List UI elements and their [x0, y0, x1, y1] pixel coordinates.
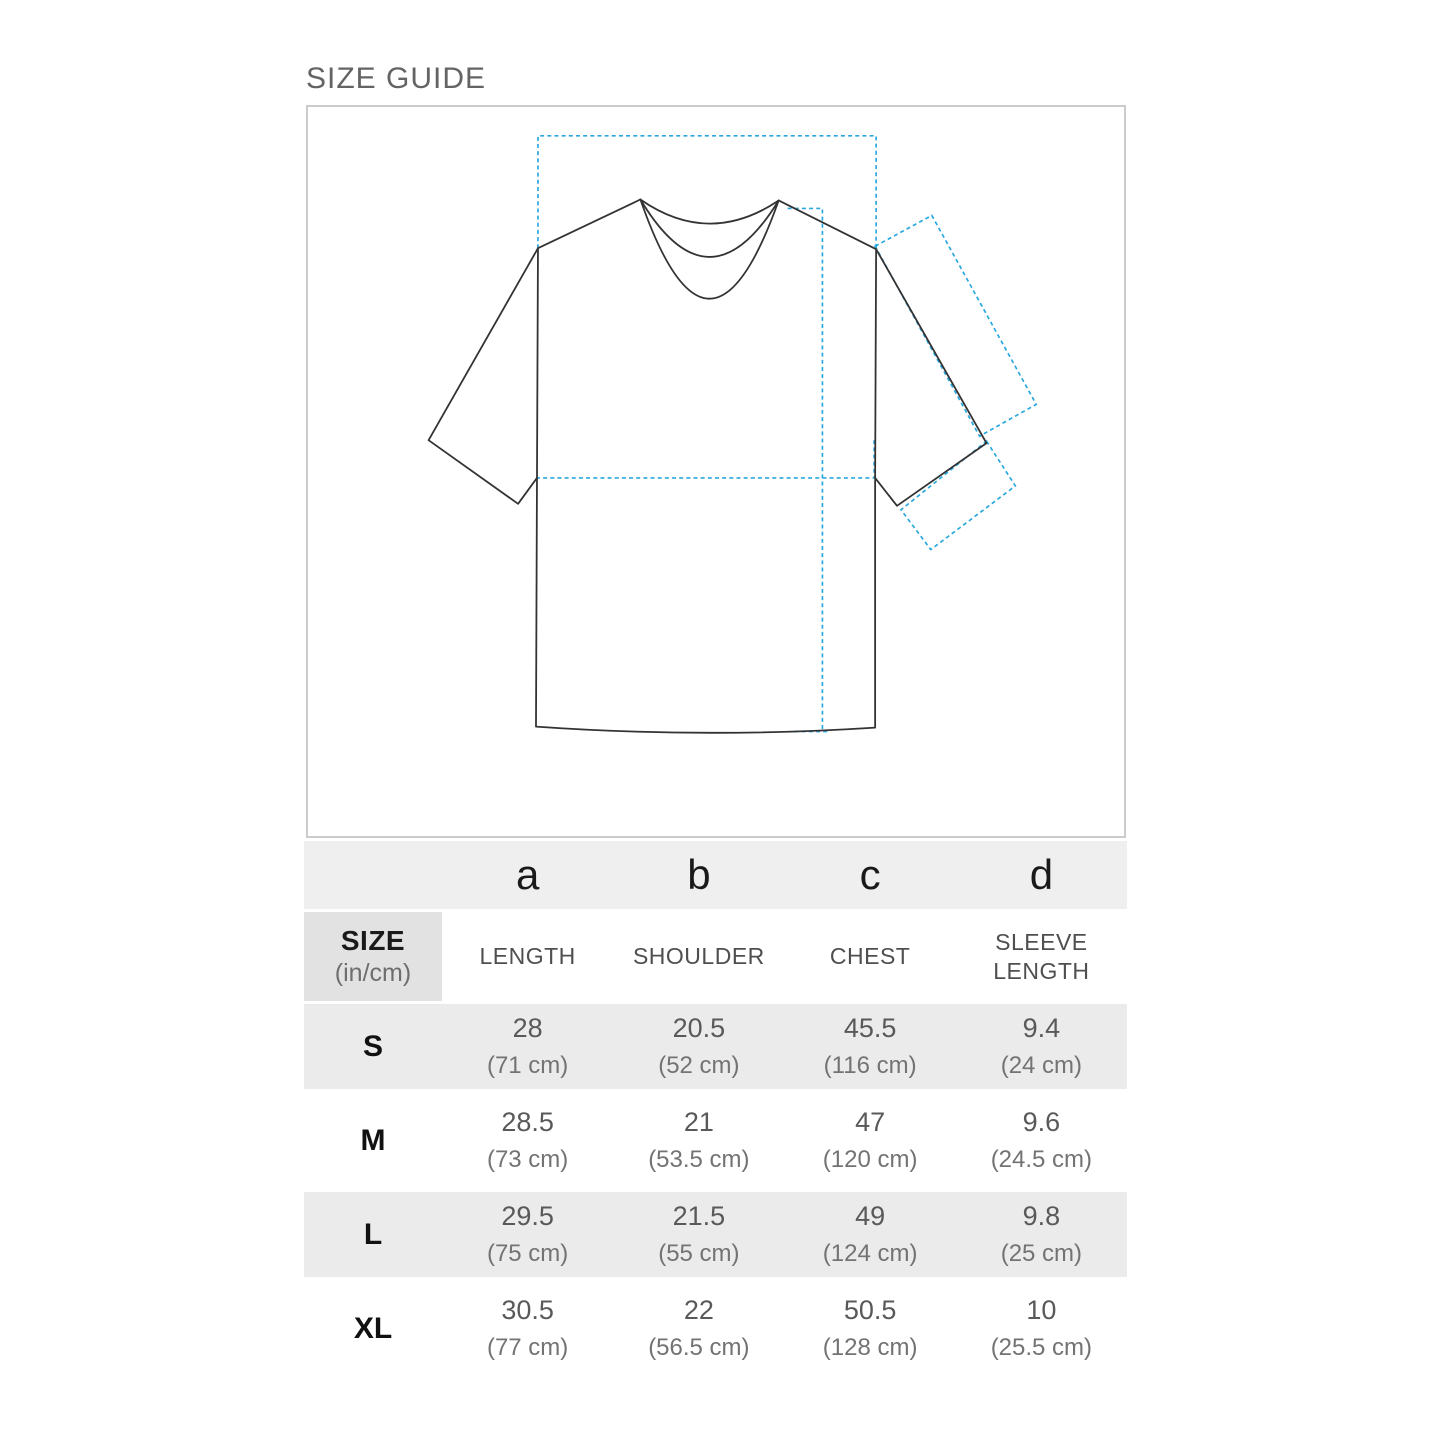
size-header-cell	[304, 912, 442, 1001]
cell-xl-sleeve	[956, 1280, 1127, 1377]
value-in: 50.5	[843, 1295, 897, 1326]
size-header-title: SIZE	[340, 925, 406, 957]
cell-l-sleeve	[956, 1192, 1127, 1277]
value-cm: (25 cm)	[1000, 1239, 1083, 1267]
value-cm: (52 cm)	[658, 1051, 740, 1079]
shoulder-width-guide	[538, 136, 876, 249]
cell-xl-length	[442, 1280, 613, 1377]
cell-m-shoulder	[613, 1092, 784, 1189]
cell-s-shoulder	[613, 1004, 784, 1089]
cell-s-chest	[785, 1004, 956, 1089]
cell-l-shoulder	[613, 1192, 784, 1277]
value-cm: (53.5 cm)	[648, 1145, 750, 1173]
cell-s-sleeve	[956, 1004, 1127, 1089]
value-cm: (24.5 cm)	[990, 1145, 1093, 1173]
value-in: 28	[512, 1013, 543, 1044]
value-cm: (120 cm)	[822, 1145, 918, 1173]
size-row-label-l: L	[304, 1192, 442, 1277]
value-in: 10	[1026, 1295, 1057, 1326]
size-row-label-m: M	[360, 1123, 386, 1157]
value-in: 47	[855, 1107, 886, 1138]
column-header-chest: CHEST	[829, 943, 911, 970]
size-row-label-s: S	[304, 1004, 442, 1089]
value-cm: (25.5 cm)	[990, 1333, 1093, 1361]
length-guide	[788, 208, 828, 731]
value-in: 22	[683, 1295, 714, 1326]
value-in: 9.4	[1022, 1013, 1061, 1044]
value-cm: (128 cm)	[822, 1333, 918, 1361]
collar-back-curve	[640, 199, 778, 223]
value-in: 9.6	[1022, 1107, 1061, 1138]
sleeve-opening-guide	[901, 441, 1015, 549]
cell-xl-shoulder	[613, 1280, 784, 1377]
value-in: 21.5	[672, 1201, 726, 1232]
shirt-right-armhole-seam	[875, 249, 876, 478]
value-cm: (71 cm)	[486, 1051, 569, 1079]
cell-m-chest	[785, 1092, 956, 1189]
size-table	[304, 841, 1127, 1377]
tshirt-diagram-box	[306, 105, 1126, 838]
cell-m-length	[442, 1092, 613, 1189]
measure-letter-b: b	[613, 841, 784, 909]
value-cm: (73 cm)	[486, 1145, 569, 1173]
value-in: 45.5	[843, 1013, 897, 1044]
value-cm: (55 cm)	[658, 1239, 740, 1267]
collar-outer-curve	[640, 199, 778, 298]
value-in: 29.5	[501, 1201, 554, 1232]
size-header-unit: (in/cm)	[334, 959, 412, 988]
shirt-body-outline	[429, 199, 987, 732]
column-header-length: LENGTH	[479, 943, 576, 970]
size-row-label-xl: XL	[353, 1311, 393, 1345]
value-cm: (56.5 cm)	[648, 1333, 750, 1361]
cell-l-chest	[785, 1192, 956, 1277]
measure-letter-a: a	[442, 841, 613, 909]
value-in: 21	[683, 1107, 714, 1138]
measure-letter-d: d	[956, 841, 1127, 909]
value-cm: (116 cm)	[823, 1051, 917, 1079]
value-in: 28.5	[501, 1107, 554, 1138]
value-cm: (124 cm)	[822, 1239, 918, 1267]
value-in: 9.8	[1022, 1201, 1061, 1232]
sleeve-length-guide	[875, 215, 1036, 436]
value-in: 20.5	[672, 1013, 726, 1044]
cell-s-length	[442, 1004, 613, 1089]
cell-xl-chest	[785, 1280, 956, 1377]
measure-letter-c: c	[785, 841, 956, 909]
value-in: 30.5	[501, 1295, 554, 1326]
value-cm: (77 cm)	[486, 1333, 569, 1361]
cell-l-length	[442, 1192, 613, 1277]
column-header-shoulder: SHOULDER	[632, 943, 765, 970]
cell-m-sleeve	[956, 1092, 1127, 1189]
tshirt-diagram	[308, 107, 1124, 836]
value-cm: (24 cm)	[1000, 1051, 1083, 1079]
column-header-sleeve-length: SLEEVE LENGTH	[993, 928, 1090, 984]
shirt-left-armhole-seam	[537, 248, 538, 478]
page-title: SIZE GUIDE	[306, 62, 487, 95]
value-in: 49	[855, 1201, 886, 1232]
measure-letter-spacer	[304, 841, 442, 909]
value-cm: (75 cm)	[486, 1239, 569, 1267]
